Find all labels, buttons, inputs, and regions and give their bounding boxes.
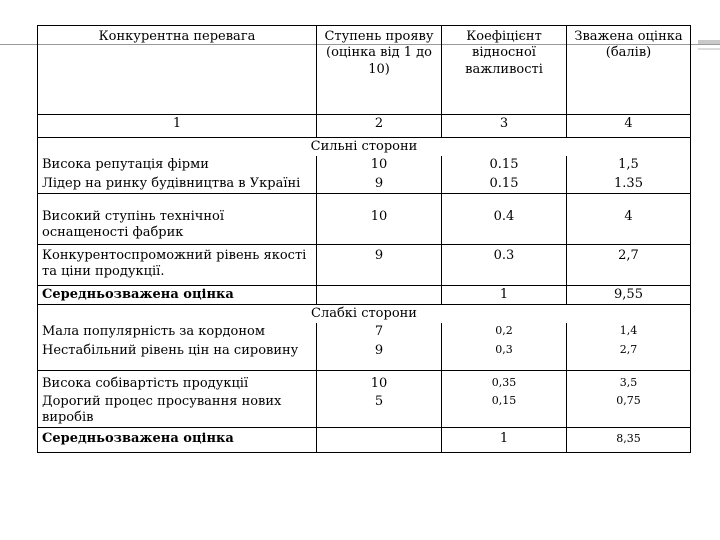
score-cell: 3,5 bbox=[567, 370, 691, 393]
section-header-row bbox=[38, 138, 691, 157]
advantage-cell: Конкурентоспроможний рівень якості та ціни продукції. bbox=[38, 244, 317, 285]
degree-cell: 10 bbox=[317, 370, 442, 393]
summary-score: 8,35 bbox=[567, 428, 691, 453]
table-row bbox=[38, 208, 691, 245]
score-cell: 0,75 bbox=[567, 393, 691, 428]
table-row bbox=[38, 342, 691, 371]
table-header-row bbox=[38, 26, 691, 115]
decor-bar bbox=[698, 40, 720, 44]
table-row bbox=[38, 175, 691, 194]
advantage-cell: Висока репутація фірми bbox=[38, 156, 317, 174]
slide-decoration bbox=[690, 0, 720, 540]
advantage-cell: Висока собівартість продукції bbox=[38, 370, 317, 393]
score-cell: 2,7 bbox=[567, 244, 691, 285]
coef-cell: 0.3 bbox=[442, 244, 567, 285]
column-number: 4 bbox=[567, 115, 691, 138]
column-number-row bbox=[38, 115, 691, 138]
coef-cell: 0.4 bbox=[442, 208, 567, 245]
score-cell: 1,5 bbox=[567, 156, 691, 174]
degree-cell: 7 bbox=[317, 323, 442, 341]
table-row bbox=[38, 393, 691, 428]
advantage-cell: Нестабільний рівень цін на сировину bbox=[38, 342, 317, 371]
summary-coef: 1 bbox=[442, 285, 567, 304]
summary-row bbox=[38, 428, 691, 453]
coef-cell: 0,15 bbox=[442, 393, 567, 428]
section-header-row bbox=[38, 305, 691, 324]
degree-cell: 9 bbox=[317, 244, 442, 285]
summary-label: Середньозважена оцінка bbox=[38, 285, 317, 304]
score-cell: 1.35 bbox=[567, 175, 691, 194]
table-row bbox=[38, 244, 691, 285]
decor-bar bbox=[698, 48, 720, 50]
degree-cell: 10 bbox=[317, 208, 442, 245]
competitive-advantage-table bbox=[37, 25, 691, 453]
coef-cell: 0,2 bbox=[442, 323, 567, 341]
table-row bbox=[38, 323, 691, 341]
degree-cell: 9 bbox=[317, 175, 442, 194]
score-cell: 1,4 bbox=[567, 323, 691, 341]
degree-cell: 9 bbox=[317, 342, 442, 371]
summary-score: 9,55 bbox=[567, 285, 691, 304]
summary-empty bbox=[317, 285, 442, 304]
summary-empty bbox=[317, 428, 442, 453]
coef-cell: 0,3 bbox=[442, 342, 567, 371]
summary-row bbox=[38, 285, 691, 304]
advantage-cell: Лідер на ринку будівництва в Україні bbox=[38, 175, 317, 194]
section-title-weak: Слабкі сторони bbox=[38, 305, 691, 324]
header-coefficient: Коефіцієнт відносної важливості bbox=[442, 26, 567, 115]
summary-label: Середньозважена оцінка bbox=[38, 428, 317, 453]
advantage-cell: Мала популярність за кордоном bbox=[38, 323, 317, 341]
spacer-row bbox=[38, 193, 691, 208]
header-weighted-score: Зважена оцінка (балів) bbox=[567, 26, 691, 115]
advantage-cell: Високий ступінь технічної оснащеності фабрик bbox=[38, 208, 317, 245]
score-cell: 4 bbox=[567, 208, 691, 245]
coef-cell: 0.15 bbox=[442, 156, 567, 174]
section-title-strong: Сильні сторони bbox=[38, 138, 691, 157]
score-cell: 2,7 bbox=[567, 342, 691, 371]
coef-cell: 0,35 bbox=[442, 370, 567, 393]
column-number: 2 bbox=[317, 115, 442, 138]
degree-cell: 10 bbox=[317, 156, 442, 174]
table-row bbox=[38, 370, 691, 393]
advantage-cell: Дорогий процес просування нових виробів bbox=[38, 393, 317, 428]
header-degree: Ступень прояву (оцінка від 1 до 10) bbox=[317, 26, 442, 115]
table-row bbox=[38, 156, 691, 174]
column-number: 3 bbox=[442, 115, 567, 138]
header-advantage: Конкурентна перевага bbox=[38, 26, 317, 115]
coef-cell: 0.15 bbox=[442, 175, 567, 194]
column-number: 1 bbox=[38, 115, 317, 138]
summary-coef: 1 bbox=[442, 428, 567, 453]
degree-cell: 5 bbox=[317, 393, 442, 428]
